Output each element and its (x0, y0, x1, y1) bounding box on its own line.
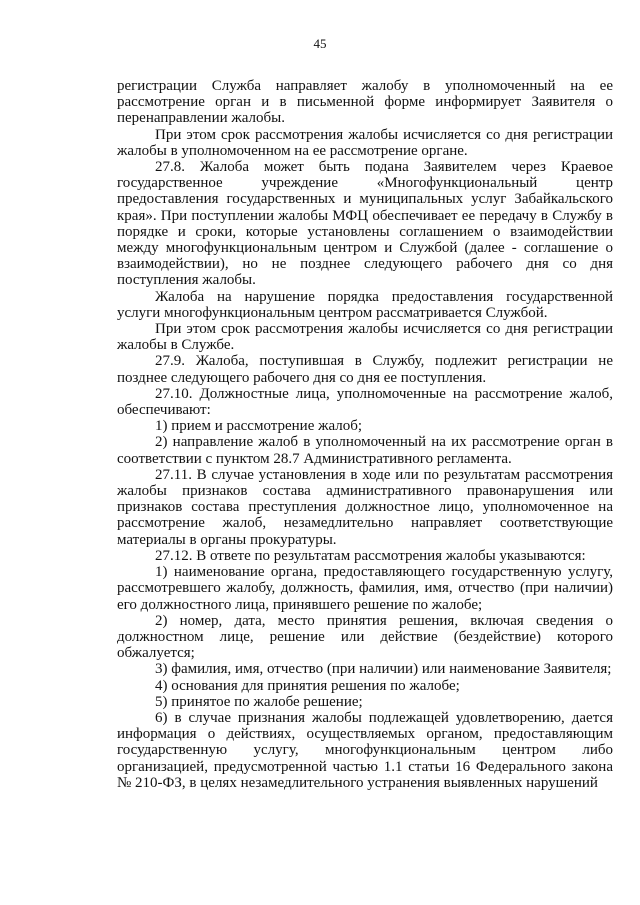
paragraph: 27.9. Жалоба, поступившая в Службу, подлежит регистрации не позднее следующего рабочего дня со дня ее поступления. (117, 353, 613, 386)
paragraph: 5) принятое по жалобе решение; (155, 693, 363, 710)
paragraph: 4) основания для принятия решения по жалобе; (155, 677, 460, 694)
paragraph: При этом срок рассмотрения жалобы исчисляется со дня регистрации жалобы в уполномоченном на ее рассмотрение органе. (117, 126, 613, 159)
paragraph: 2) направление жалоб в уполномоченный на их рассмотрение орган в соответствии с пунктом 28.7 Административного регламента. (117, 434, 613, 467)
paragraph: 1) наименование органа, предоставляющего государственную услугу, рассмотревшего жалобу, должность, фамилия, имя, отчество (при наличии) его должностного лица, принявшего решение по жалобе; (117, 564, 613, 613)
paragraph: 27.10. Должностные лица, уполномоченные на рассмотрение жалоб, обеспечивают: (117, 385, 613, 419)
paragraph: 1) прием и рассмотрение жалоб; (155, 418, 363, 435)
paragraph: 2) номер, дата, место принятия решения, включая сведения о должностном лице, решение или действие (бездействие) которого обжалуется; (117, 612, 613, 662)
paragraph: регистрации Служба направляет жалобу в уполномоченный на ее рассмотрение орган и в письменной форме информирует Заявителя о перенаправлении жалобы. (117, 78, 613, 127)
paragraph: Жалоба на нарушение порядка предоставления государственной услуги многофункциональным центром рассматривается Службой. (117, 288, 613, 321)
page-number: 45 (313, 36, 327, 51)
paragraph: 3) фамилия, имя, отчество (при наличии) или наименование Заявителя; (155, 661, 612, 678)
paragraph: 6) в случае признания жалобы подлежащей удовлетворению, дается информация о действиях, осуществляемых органом, предоставляющим государственную услугу, многофункциональным центром либо организацией, предусмотренной частью 1.1 статьи 16 Федерального закона № 210-ФЗ, в целях незамедлительного устранения выявленных нарушений (117, 709, 613, 791)
paragraph: 27.11. В случае установления в ходе или по результатам рассмотрения жалобы признаков состава административного правонарушения или признаков состава преступления должностное лицо, уполномоченное на рассмотрение жалоб, незамедлительно направляет соответствующие материалы в органы прокуратуры. (117, 466, 613, 548)
paragraph: 27.12. В ответе по результатам рассмотрения жалобы указываются: (155, 547, 586, 564)
paragraph: 27.8. Жалоба может быть подана Заявителем через Краевое государственное учреждение «Многофункциональный центр предоставления государственных и муниципальных услуг Забайкальского края». При поступлении жалобы МФЦ обеспечивает ее передачу в Службу в порядке и сроки, которые установлены соглашением о взаимодействии между многофункциональным центром и Службой (далее - соглашение о взаимодействии), но не позднее следующего рабочего дня со дня поступления жалобы. (117, 159, 613, 289)
paragraph: При этом срок рассмотрения жалобы исчисляется со дня регистрации жалобы в Службе. (117, 321, 613, 354)
document-body (117, 78, 613, 791)
